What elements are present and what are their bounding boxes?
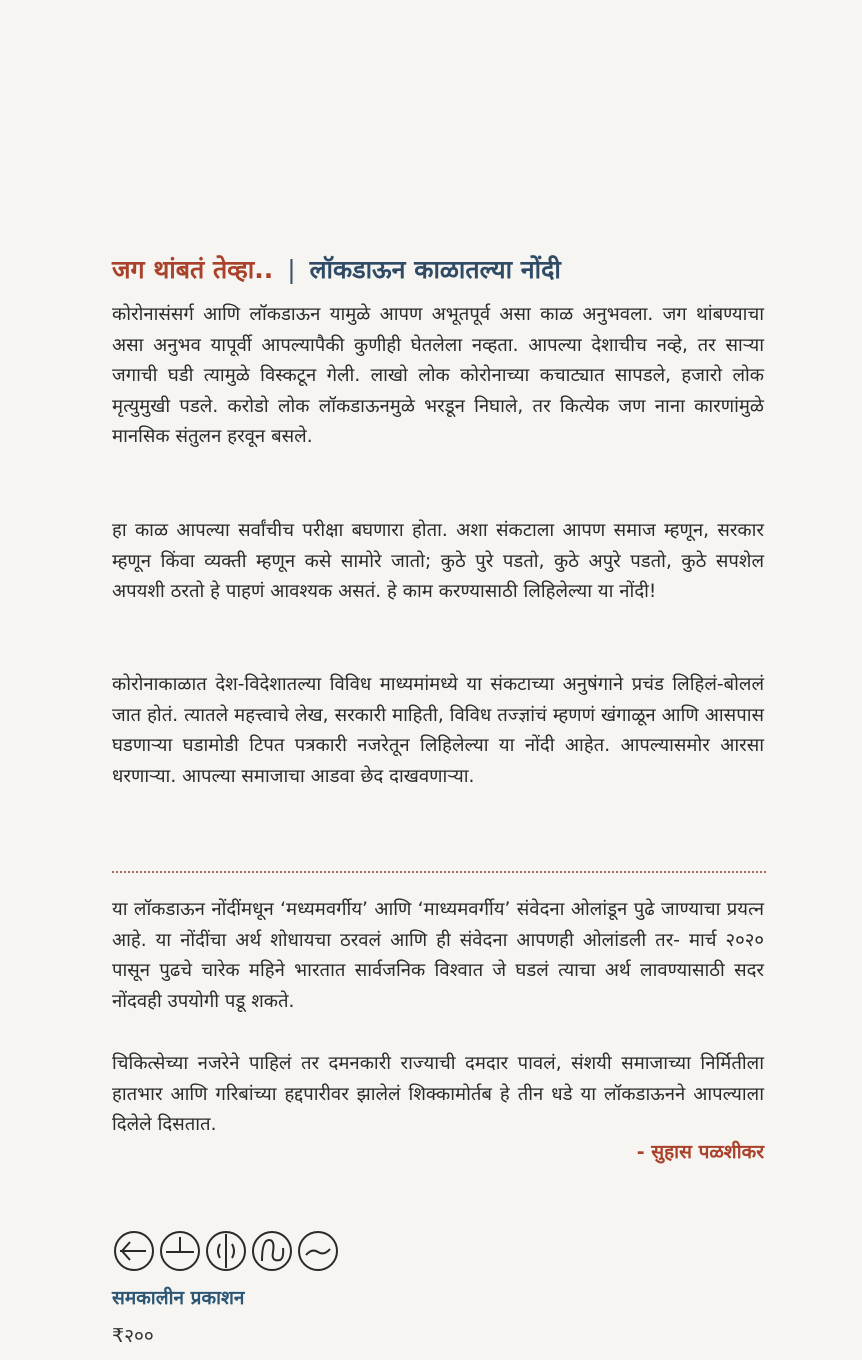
book-subtitle: लॉकडाऊन काळातल्या नोंदी [309, 255, 561, 284]
blurb-paragraph-2: हा काळ आपल्या सर्वांचीच परीक्षा बघणारा होता. अशा संकटाला आपण समाज म्हणून, सरकार म्हणून किंवा व्यक्ती म्हणून कसे सामोरे जातो; कुठे पुरे पडतो, कुठे अपुरे पडतो, कुठे सपशेल अपयशी ठरतो हे पाहणं आवश्यक असतं. हे काम करण्यासाठी लिहिलेल्या या नोंदी! [112, 520, 764, 603]
title-separator: | [287, 255, 296, 284]
book-title-row [112, 252, 772, 288]
book-title: जग थांबतं तेव्हा.. [112, 255, 274, 284]
book-price: ₹२०० [112, 1325, 154, 1347]
review-author: - सुहास पळशीकर [636, 1141, 764, 1163]
blurb-paragraph-3: कोरोनाकाळात देश-विदेशातल्या विविध माध्यमांमध्ये या संकटाच्या अनुषंगाने प्रचंड लिहिलं-बोललं जात होतं. त्यातले महत्त्वाचे लेख, सरकारी माहिती, विविध तज्ज्ञांचं म्हणणं खंगाळून आणि आसपास घडणाऱ्या घडामोडी टिपत पत्रकारी नजरेतून लिहिलेल्या या नोंदी आहेत. आपल्यासमोर आरसा धरणाऱ्या. आपल्या समाजाचा आडवा छेद दाखवणाऱ्या. [112, 674, 764, 787]
blurb-paragraph-1: कोरोनासंसर्ग आणि लॉकडाऊन यामुळे आपण अभूतपूर्व असा काळ अनुभवला. जग थांबण्याचा असा अनुभव यापूर्वी आपल्यापैकी कुणीही घेतलेला नव्हता. आपल्या देशाचीच नव्हे, तर साऱ्या जगाची घडी त्यामुळे विस्कटून गेली. लाखो लोक कोरोनाच्या कचाट्यात सापडले, हजारो लोक मृत्युमुखी पडले. करोडो लोक लॉकडाऊनमुळे भरडून निघाले, तर कित्येक जण नाना कारणांमुळे मानसिक संतुलन हरवून बसले. [112, 304, 764, 448]
review-paragraph-1: या लॉकडाऊन नोंदींमधून ‘मध्यमवर्गीय’ आणि ‘माध्यमवर्गीय’ संवेदना ओलांडून पुढे जाण्याचा प्रयत्न आहे. या नोंदींचा अर्थ शोधायचा ठरवलं आणि ही संवेदना आपणही ओलांडली तर- मार्च २०२० पासून पुढचे चारेक महिने भारतात सार्वजनिक विश्वात जे घडलं त्याचा अर्थ लावण्यासाठी सदर नोंदवही उपयोगी पडू शकते. [112, 899, 764, 1012]
publisher-name: समकालीन प्रकाशन [112, 1287, 245, 1309]
dotted-divider [112, 871, 766, 873]
review-paragraph-2: चिकित्सेच्या नजरेने पाहिलं तर दमनकारी राज्याची दमदार पावलं, संशयी समाजाच्या निर्मितीला हातभार आणि गरिबांच्या हद्दपारीवर झालेलं शिक्कामोर्तब हे तीन धडे या लॉकडाऊनने आपल्याला दिलेले दिसतात. [112, 1053, 764, 1136]
samakaleen-logo-icon [112, 1228, 340, 1274]
